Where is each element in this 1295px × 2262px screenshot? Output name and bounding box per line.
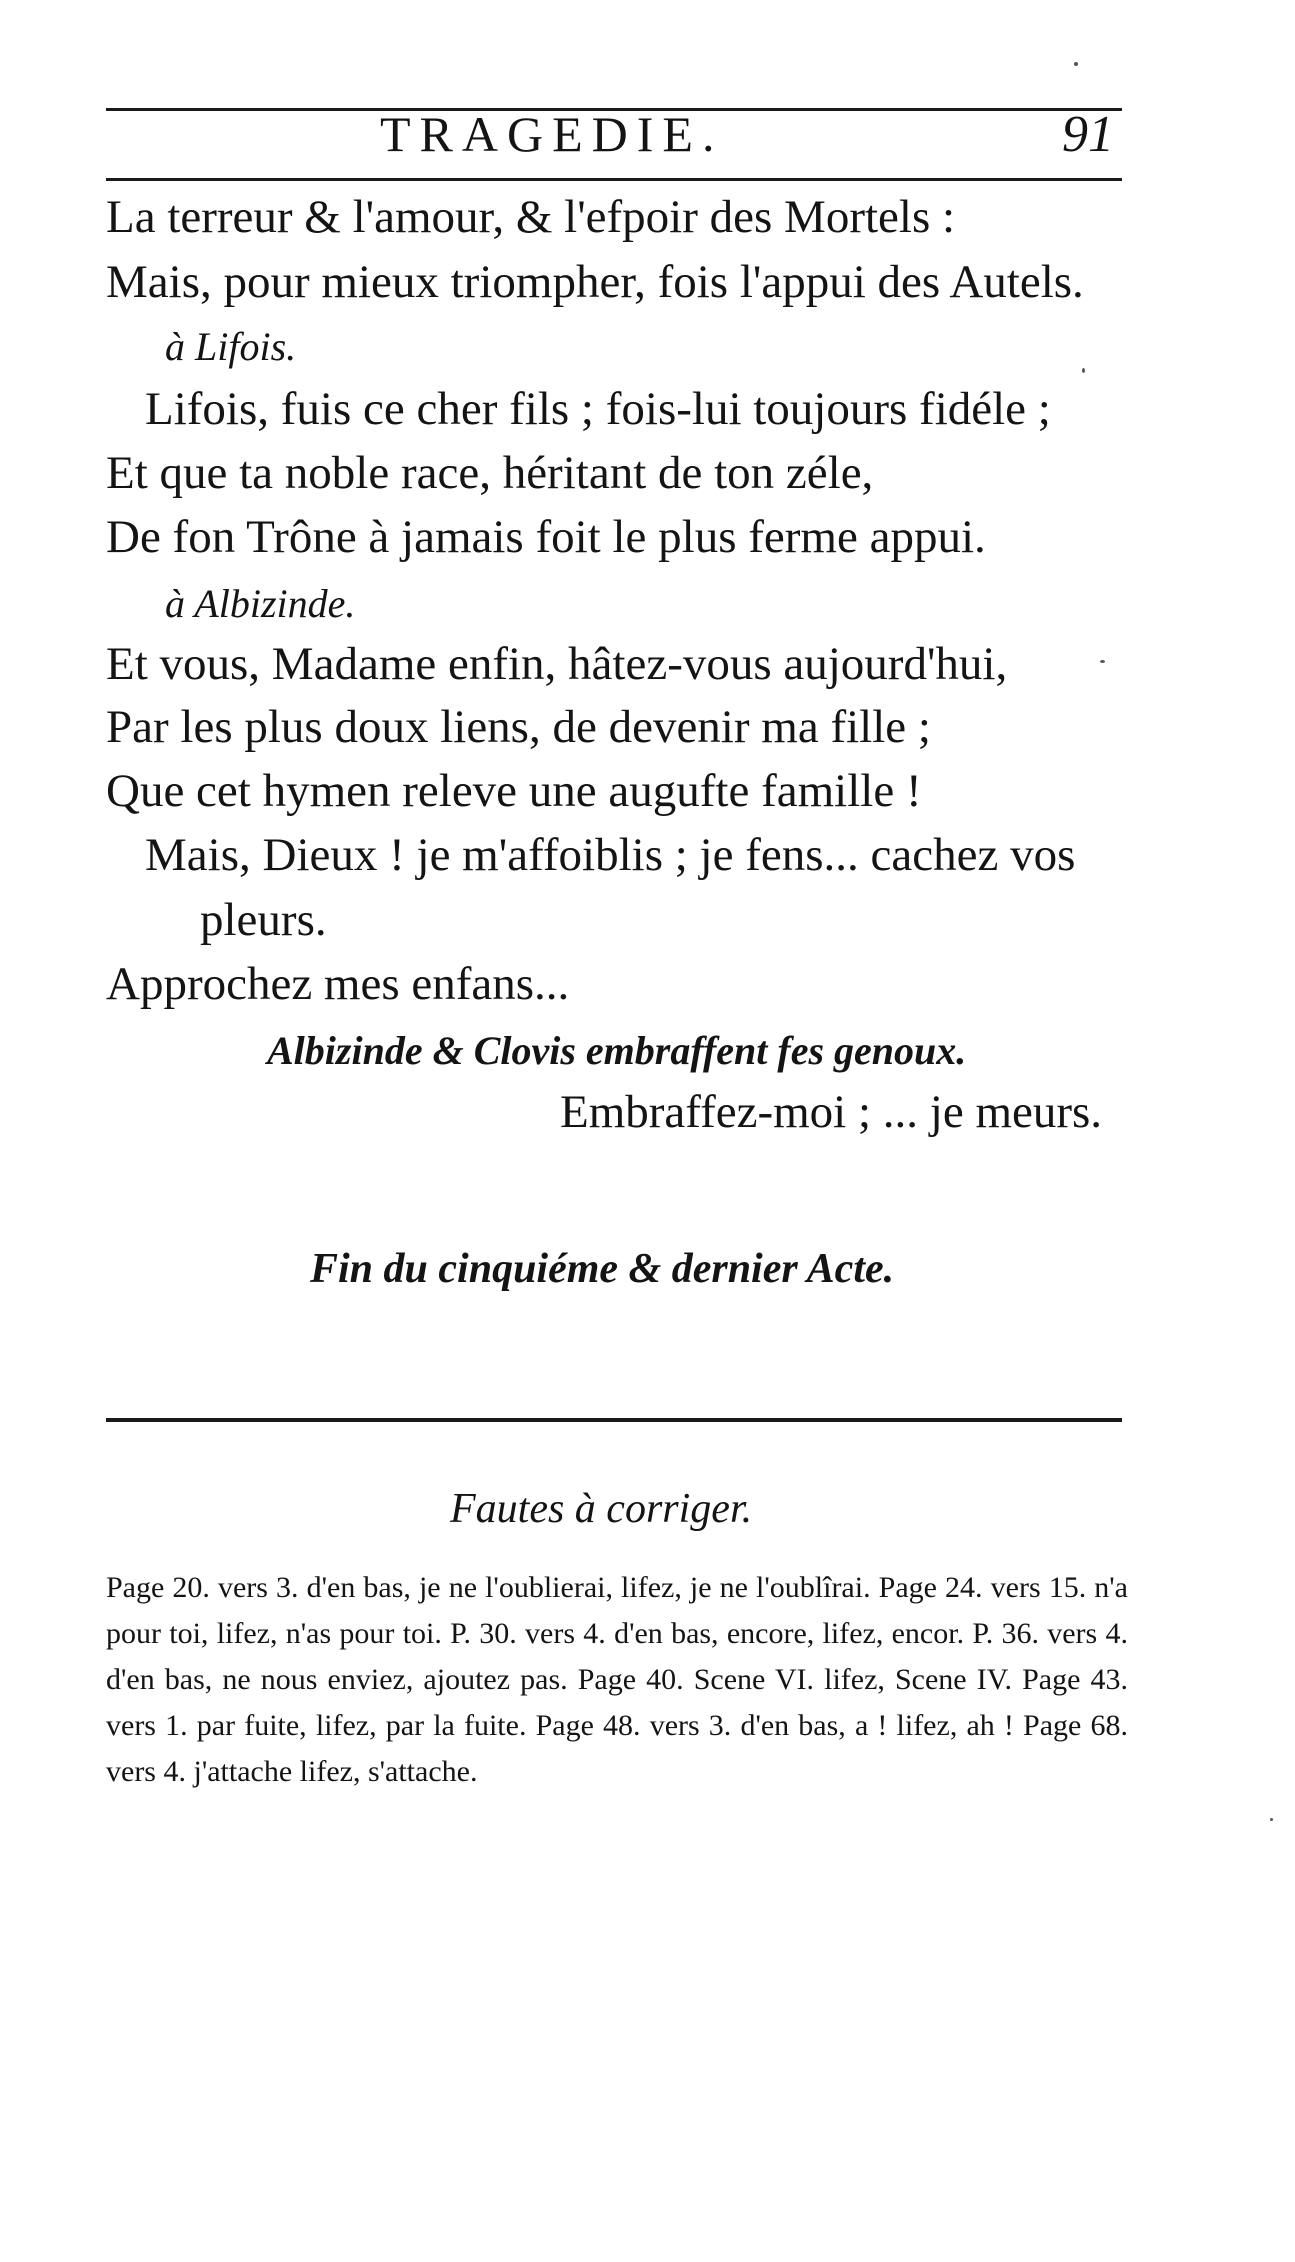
- verse-line: Et que ta noble race, héritant de ton zéle,: [106, 447, 874, 499]
- ink-speck: [1082, 368, 1085, 373]
- stage-direction: à Albizinde.: [165, 581, 356, 626]
- verse-line: Approchez mes enfans...: [106, 958, 570, 1010]
- verse-line: Mais, pour mieux triompher, fois l'appui des Autels.: [106, 256, 1084, 308]
- verse-line: La terreur & l'amour, & l'efpoir des Mortels :: [106, 191, 956, 243]
- errata-body: Page 20. vers 3. d'en bas, je ne l'oublierai, lifez, je ne l'oublîrai. Page 24. vers 15. n'a pour toi, lifez, n'as pour toi. P. 30. vers 4. d'en bas, encore, lifez, encor. P. 36. vers 4. d'en bas, ne nous enviez, ajoutez pas. Page 40. Scene VI. lifez, Scene IV. Page 43. vers 1. par fuite, lifez, par la fuite. Page 48. vers 3. d'en bas, a ! lifez, ah ! Page 68. vers 4. j'attache lifez, s'attache.: [106, 1571, 1128, 1788]
- header-bottom-rule: [106, 178, 1122, 181]
- verse-line: Embraffez-moi ; ... je meurs.: [560, 1086, 1103, 1138]
- errata-title: Fautes à corriger.: [450, 1486, 753, 1532]
- verse-line: Que cet hymen releve une augufte famille !: [106, 765, 922, 817]
- verse-line: Lifois, fuis ce cher fils ; fois-lui toujours fidéle ;: [145, 383, 1051, 435]
- stage-direction: Albizinde & Clovis embraffent fes genoux.: [267, 1028, 967, 1073]
- verse-line: Par les plus doux liens, de devenir ma fille ;: [106, 701, 931, 753]
- verse-line: De fon Trône à jamais foit le plus ferme appui.: [106, 511, 986, 563]
- verse-line-continuation: pleurs.: [200, 894, 327, 946]
- errata-rule: [106, 1418, 1122, 1422]
- errata-text: [106, 1565, 1128, 1795]
- end-of-act-note: Fin du cinquiéme & dernier Acte.: [310, 1246, 895, 1292]
- running-head: TRAGEDIE.: [380, 106, 724, 162]
- page-number: 91: [1062, 106, 1114, 163]
- ink-speck: [1100, 660, 1105, 663]
- stage-direction: à Lifois.: [165, 324, 297, 369]
- verse-line: Et vous, Madame enfin, hâtez-vous aujourd'hui,: [106, 638, 1008, 690]
- verse-line: Mais, Dieux ! je m'affoiblis ; je fens... cachez vos: [145, 829, 1076, 881]
- ink-speck: [1074, 62, 1078, 66]
- ink-speck: [1270, 1818, 1273, 1821]
